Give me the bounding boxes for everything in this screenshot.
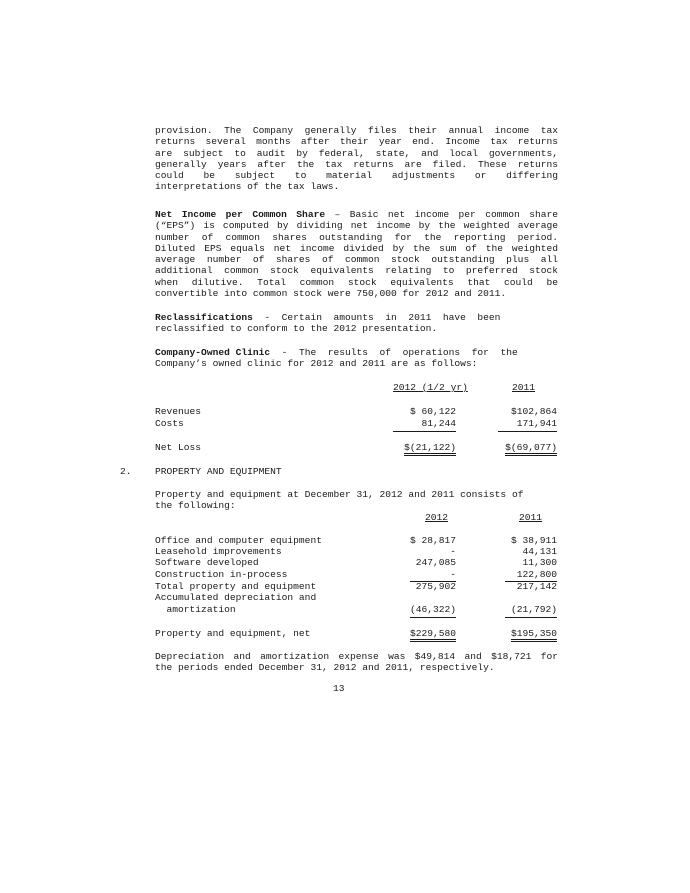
row-label: Office and computer equipment <box>155 535 322 546</box>
table-row <box>155 592 316 604</box>
eps-paragraph <box>155 209 558 299</box>
text-line: (“EPS”) is computed by dividing net income by the weighted average <box>155 220 558 232</box>
row-label: Net Loss <box>155 442 202 453</box>
row-label: Property and equipment, net <box>155 628 311 639</box>
text-line: provision. The Company generally files their annual income tax <box>155 125 558 136</box>
text-line: additional common stock equivalents relating to preferred stock <box>155 265 558 277</box>
cell-value: 217,142 <box>516 581 557 592</box>
reclassifications-paragraph <box>155 312 558 335</box>
total-value: $229,580 <box>410 628 456 642</box>
text-line: the periods ended December 31, 2012 and 2011, respectively. <box>155 662 495 674</box>
cell-value: 247,085 <box>415 557 456 568</box>
row-label: amortization <box>155 604 236 615</box>
text-line: Depreciation and amortization expense was $49,814 and $18,721 for <box>155 651 558 662</box>
text-line: number of common shares outstanding for the reporting period. <box>155 231 558 243</box>
property-intro <box>155 489 558 512</box>
cell-value: 44,131 <box>522 546 557 557</box>
cell-value: 122,800 <box>516 569 557 580</box>
subtotal-rule <box>505 617 557 618</box>
depreciation-paragraph <box>155 651 558 674</box>
row-label: Total property and equipment <box>155 581 317 592</box>
text-line: generally years after the tax returns are filed. These returns <box>155 158 558 170</box>
cell-value: (21,792) <box>510 604 557 615</box>
cell-value: - <box>450 569 456 580</box>
reclass-text: - Certain amounts in 2011 have been <box>252 312 501 323</box>
text-line: convertible into common stock were 750,000 for 2012 and 2011. <box>155 288 507 300</box>
table-row <box>155 406 201 418</box>
text-line: are subject to audit by federal, state, and local governments, <box>155 147 558 159</box>
page-number: 13 <box>333 683 345 694</box>
text-line <box>155 312 558 323</box>
text-line <box>155 347 558 358</box>
table-row-net-loss <box>155 442 201 454</box>
cell-value: $ 28,817 <box>409 535 456 546</box>
cell-value: $ 38,911 <box>510 535 557 546</box>
property-col-header-2012: 2012 <box>425 512 449 523</box>
text-line: reclassified to conform to the 2012 presentation. <box>155 323 438 335</box>
row-label: Costs <box>155 418 184 429</box>
cell-value: 171,941 <box>516 418 557 429</box>
cell-value: 275,902 <box>415 581 456 592</box>
clinic-paragraph <box>155 347 558 370</box>
clinic-col-header-2012: 2012 (1/2 yr) <box>393 382 468 393</box>
subtotal-rule <box>498 431 557 432</box>
text-line: Property and equipment at December 31, 2012 and 2011 consists of <box>155 489 524 500</box>
table-row <box>155 604 236 616</box>
table-row <box>155 418 184 430</box>
total-value: $(69,077) <box>505 442 557 456</box>
total-value: $(21,122) <box>404 442 456 456</box>
total-value: $195,350 <box>511 628 557 642</box>
section-title: PROPERTY AND EQUIPMENT <box>155 466 282 477</box>
subtotal-rule <box>393 431 456 432</box>
text-line <box>155 209 558 220</box>
row-label: Construction in-process <box>155 569 288 580</box>
row-label: Leasehold improvements <box>155 546 282 557</box>
cell-value: $102,864 <box>510 406 557 417</box>
eps-text: Basic net income per common share <box>349 209 558 220</box>
subtotal-rule <box>410 617 456 618</box>
table-row-net <box>155 628 310 640</box>
text-line: returns several months after their year end. Income tax returns <box>155 136 558 148</box>
cell-value: (46,322) <box>409 604 456 615</box>
reclass-heading: Reclassifications <box>155 312 253 323</box>
text-line: average number of shares of common stock outstanding plus all <box>155 254 558 266</box>
section-number: 2. <box>120 466 132 477</box>
clinic-heading: Company-Owned Clinic <box>155 347 271 358</box>
property-col-header-2011: 2011 <box>519 512 543 523</box>
text-line: Company’s owned clinic for 2012 and 2011 are as follows: <box>155 358 478 370</box>
clinic-col-header-2011: 2011 <box>512 382 536 393</box>
text-line: interpretations of the tax laws. <box>155 181 340 193</box>
text-line: when dilutive. Total common stock equivalents that could be <box>155 276 558 288</box>
cell-value: 11,300 <box>522 557 557 568</box>
cell-value: $ 60,122 <box>409 406 456 417</box>
row-label: Software developed <box>155 557 259 568</box>
row-label: Revenues <box>155 406 202 417</box>
row-label: Accumulated depreciation and <box>155 592 317 603</box>
text-line: could be subject to material adjustments or differing <box>155 170 558 182</box>
income-tax-paragraph <box>155 125 558 193</box>
clinic-text: - The results of operations for the <box>270 347 518 358</box>
cell-value: 81,244 <box>421 418 456 429</box>
cell-value: - <box>450 546 456 557</box>
text-line: the following: <box>155 500 236 512</box>
eps-dash: – <box>325 209 350 220</box>
table-row <box>155 557 259 569</box>
table-row <box>155 569 287 581</box>
text-line: Diluted EPS equals net income divided by the sum of the weighted <box>155 242 558 254</box>
eps-heading: Net Income per Common Share <box>155 209 326 220</box>
